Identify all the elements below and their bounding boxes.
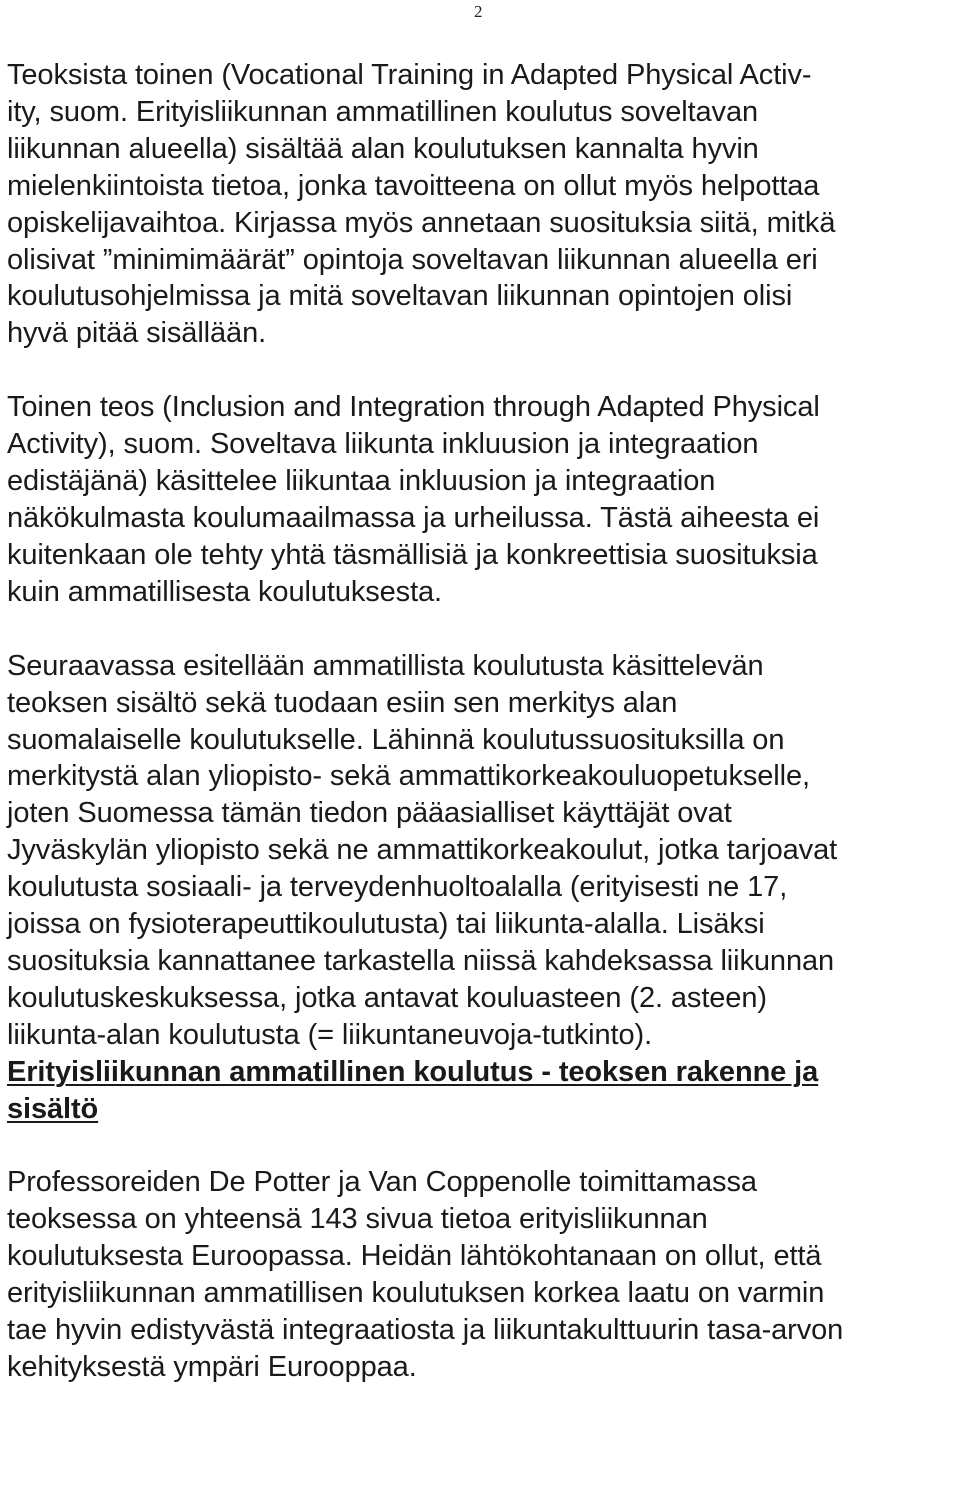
paragraph-vocational-training: Teoksista toinen (Vocational Training in Adapted Physical Activ- ity, suom. Erityisliikunnan ammatillinen koulutus soveltavan liikunnan alueella) sisältää alan koulutuksen kannalta hyvin mielenkiintoista tietoa, jonka tavoitteena on ollut myös helpottaa opiskelijavaihtoa. Kirjassa myös annetaan suosituksia siitä, mitkä olisivat ”minimimäärät” opintoja soveltavan liikunnan alueella eri koulutusohjelmissa ja mitä soveltavan liikunnan opintojen olisi hyvä pitää sisällään. bbox=[7, 59, 836, 350]
document-body bbox=[7, 57, 957, 1386]
paragraph-next-section-intro: Seuraavassa esitellään ammatillista koulutusta käsittelevän teoksen sisältö sekä tuodaan esiin sen merkitys alan suomalaiselle koulutukselle. Lähinnä koulutussuosituksilla on merkitystä alan yliopisto- sekä ammattikorkeakouluopetukselle, joten Suomessa tämän tiedon pääasialliset käyttäjät ovat Jyväskylän yliopisto sekä ne ammattikorkeakoulut, jotka tarjoavat koulutusta sosiaali- ja terveydenhuoltoalalla (erityisesti ne 17, joissa on fysioterapeuttikoulutusta) tai liikunta-alalla. Lisäksi suosituksia kannattanee tarkastella niissä kahdeksassa liikunnan koulutuskeskuksessa, jotka antavat kouluasteen (2. asteen) liikunta-alan koulutusta (= liikuntaneuvoja-tutkinto). bbox=[7, 649, 838, 1051]
paragraph-book-overview: Professoreiden De Potter ja Van Coppenolle toimittamassa teoksessa on yhteensä 143 sivua tietoa erityisliikunnan koulutuksesta Euroopassa. Heidän lähtökohtanaan on ollut, että erityisliikunnan ammatillisen koulutuksen korkea laatu on varmin tae hyvin edistyvästä integraatiosta ja liikuntakulttuurin tasa-arvon kehityksestä ympäri Eurooppaa. bbox=[7, 1166, 844, 1383]
page-number: 2 bbox=[474, 2, 483, 21]
paragraph-inclusion-integration: Toinen teos (Inclusion and Integration through Adapted Physical Activity), suom. Soveltava liikunta inkluusion ja integraation edistäjänä) käsittelee liikuntaa inkluusion ja integraation näkökulmasta koulumaailmassa ja urheilussa. Tästä aiheesta ei kuitenkaan ole tehty yhtä täsmällisiä ja konkreettisia suosituksia kuin ammatillisesta koulutuksesta. bbox=[7, 391, 820, 608]
section-heading: Erityisliikunnan ammatillinen koulutus - teoksen rakenne ja sisältö bbox=[7, 1055, 819, 1125]
